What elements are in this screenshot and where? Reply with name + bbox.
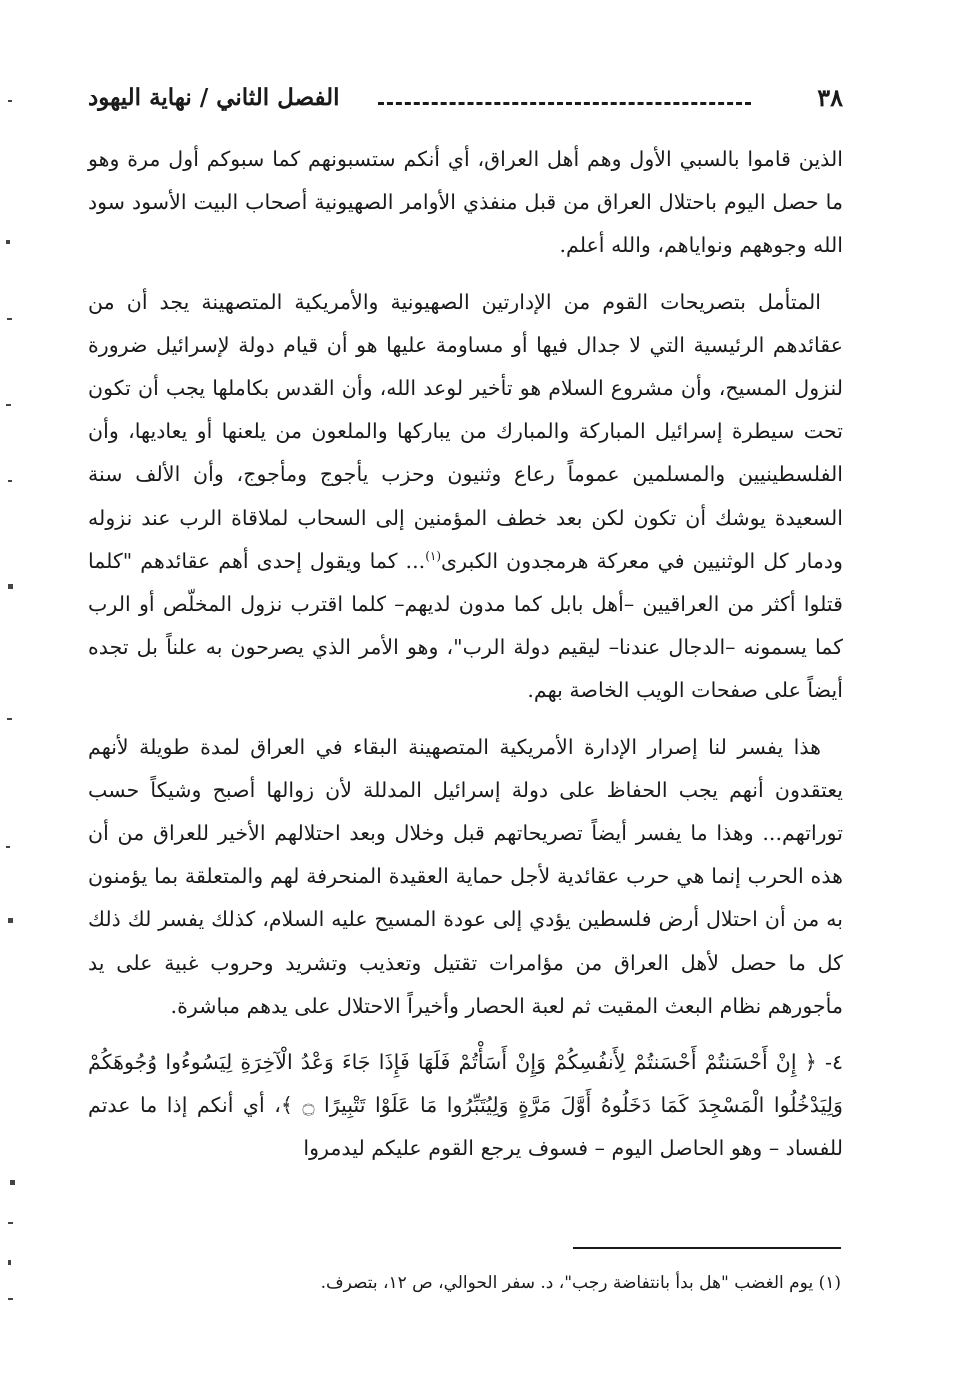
verse-close-bracket: ﴾: [280, 1093, 293, 1118]
chapter-title: الفصل الثاني / نهاية اليهود: [88, 84, 340, 111]
scan-speck: [6, 240, 10, 244]
verse-open-bracket: ﴿: [804, 1050, 817, 1075]
page-body: [88, 138, 843, 1171]
page-number: ٣٨: [817, 83, 843, 112]
scan-speck: [10, 1180, 15, 1185]
scan-speck: [7, 718, 12, 720]
scan-speck: [7, 318, 12, 320]
footnote: [88, 1268, 841, 1298]
scan-speck: [8, 918, 13, 923]
scan-speck: [8, 584, 13, 589]
paragraph-2-continuation: ... كما ويقول إحدى أهم عقائدهم "كلما قتلوا أكثر من العراقيين –أهل بابل كما مدون لديهم– كلما اقترب نزول المخلّص أو الرب كما يسمونه –الدجال عندنا– ليقيم دولة الرب"، وهو الأمر الذي يصرحون به علناً بل تجده أيضاً على صفحات الويب الخاصة بهم.: [88, 548, 843, 703]
running-header: [88, 80, 843, 120]
paragraph-3-text: هذا يفسر لنا إصرار الإدارة الأمريكية المتصهينة البقاء في العراق لمدة طويلة لأنهم يعتقدون أنهم يجب الحفاظ على دولة إسرائيل المدللة لأن زوالها أصبح وشيكاً حسب توراتهم... وهذا ما يفسر أيضاً تصريحاتهم قبل وخلال وبعد احتلالهم الأخير للعراق من أن هذه الحرب إنما هي حرب عقائدية لأجل حماية العقيدة المنحرفة لهم والمتعلقة بما يؤمنون به من أن احتلال أرض فلسطين يؤدي إلى عودة المسيح عليه السلام، كذلك يفسر لك ذلك كل ما حصل لأهل العراق من مؤامرات تقتيل وتعذيب وتشريد وحروب غبية على يد مأجورهم نظام البعث المقيت ثم لعبة الحصار وأخيراً الاحتلال على يدهم مباشرة.: [88, 734, 843, 1018]
verse-commentary: ، أي أنكم إذا ما عدتم للفساد – وهو الحاصل اليوم – فسوف يرجع القوم عليكم ليدمروا: [88, 1093, 843, 1161]
quran-verse: إِنْ أَحْسَنتُمْ أَحْسَنتُمْ لِأَنفُسِكُمْ وَإِنْ أَسَأْتُمْ فَلَهَا فَإِذَا جَاءَ وَعْدُ الْآخِرَةِ لِيَسُوءُوا وُجُوهَكُمْ وَلِيَدْخُلُوا الْمَسْجِدَ كَمَا دَخَلُوهُ أَوَّلَ مَرَّةٍ وَلِيُتَبِّرُوا مَا عَلَوْا تَتْبِيرًا ۝: [88, 1050, 844, 1118]
verse-number: ٤-: [824, 1050, 844, 1075]
scan-speck: [8, 1222, 13, 1224]
paragraph-3: [88, 726, 843, 1028]
paragraph-2: [88, 281, 843, 713]
scan-speck: [8, 100, 12, 102]
header-dotted-leader: [378, 88, 751, 105]
scan-speck: [6, 846, 10, 848]
scan-speck: [8, 1298, 13, 1300]
paragraph-1: [88, 138, 843, 268]
footnote-text: (١) يوم الغضب "هل بدأ بانتفاضة رجب"، د. سفر الحوالي، ص ١٢، بتصرف.: [320, 1273, 841, 1293]
scan-speck: [8, 1260, 11, 1265]
scan-speck: [6, 404, 11, 406]
footnote-separator: [573, 1247, 841, 1249]
verse-paragraph: [88, 1041, 843, 1171]
scan-speck: [8, 480, 12, 482]
paragraph-1-text: الذين قاموا بالسبي الأول وهم أهل العراق، أي أنكم ستسبونهم كما سبوكم أول مرة وهو ما حصل اليوم باحتلال العراق من قبل منفذي الأوامر الصهيونية أصحاب البيت الأسود سود الله وجوههم ونواياهم، والله أعلم.: [88, 147, 843, 258]
footnote-reference[interactable]: (١): [425, 548, 442, 563]
paragraph-2-text: المتأمل بتصريحات القوم من الإدارتين الصهيونية والأمريكية المتصهينة يجد أن من عقائدهم الرئيسية التي لا جدال فيها أو مساومة عليها هو أن قيام دولة لإسرائيل ضرورة لنزول المسيح، وأن مشروع السلام هو تأخير لوعد الله، وأن القدس بكاملها يجب أن تكون تحت سيطرة إسرائيل المباركة والمبارك من يباركها والملعون من يلعنها أو يعاديها، وأن الفلسطينيين والمسلمين عموماً رعاع وثنيون وحزب يأجوج ومأجوج، وأن الألف سنة السعيدة يوشك أن تكون لكن بعد خطف المؤمنين إلى السحاب لملاقاة الرب عند نزوله ودمار كل الوثنيين في معركة هرمجدون الكبرى: [88, 289, 843, 573]
